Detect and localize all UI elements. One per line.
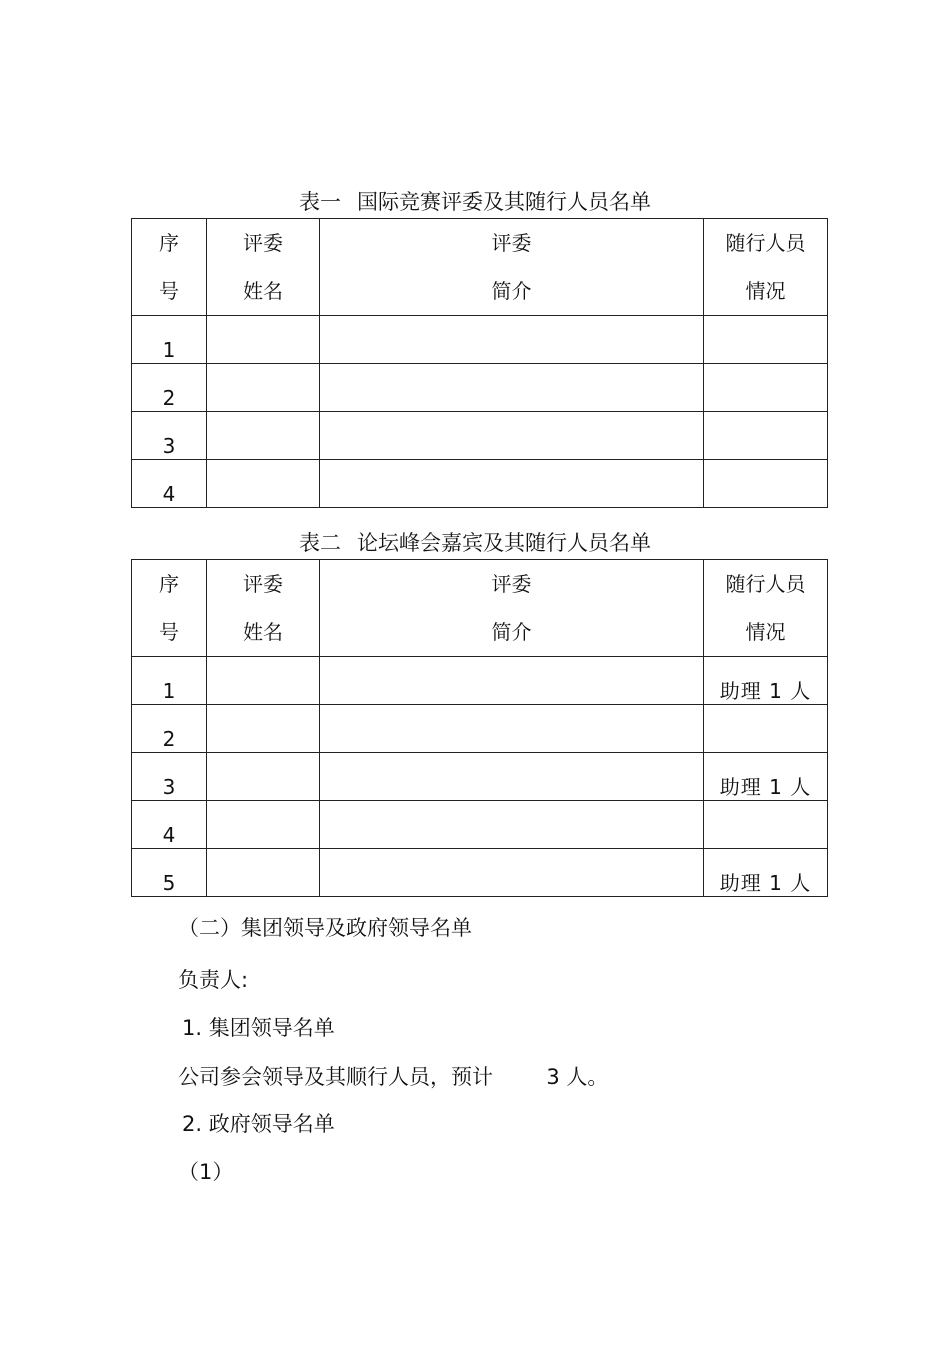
item2-heading: 2. 政府领导名单 bbox=[182, 1112, 335, 1136]
sub-item-1: （1） bbox=[178, 1160, 234, 1184]
row-number: 2 bbox=[162, 727, 176, 751]
table1-caption bbox=[0, 189, 950, 215]
name-cell bbox=[207, 657, 320, 705]
extra-cell bbox=[704, 412, 828, 460]
name-cell bbox=[207, 849, 320, 897]
intro-cell bbox=[320, 412, 704, 460]
intro-cell bbox=[320, 849, 704, 897]
row-number: 3 bbox=[162, 775, 176, 799]
row-number-cell bbox=[132, 316, 207, 364]
table-row bbox=[132, 316, 828, 364]
attendant-info: 助理 1 人 bbox=[719, 871, 812, 895]
table1-header-no: 序 号 bbox=[132, 219, 207, 316]
name-cell bbox=[207, 316, 320, 364]
table1-caption-prefix: 表一 bbox=[299, 190, 341, 214]
row-number: 2 bbox=[162, 386, 176, 410]
extra-cell bbox=[704, 316, 828, 364]
row-number: 4 bbox=[162, 482, 176, 506]
attendant-info: 助理 1 人 bbox=[719, 679, 812, 703]
table2 bbox=[131, 559, 828, 897]
intro-cell bbox=[320, 657, 704, 705]
item1-text: 公司参会领导及其顺行人员，预计 3 人。 bbox=[178, 1065, 609, 1089]
intro-cell bbox=[320, 316, 704, 364]
table1-header-row bbox=[132, 219, 828, 316]
table2-header-name: 评委 姓名 bbox=[207, 560, 320, 657]
row-number: 4 bbox=[162, 823, 176, 847]
row-number-cell bbox=[132, 460, 207, 508]
row-number: 3 bbox=[162, 434, 176, 458]
row-number-cell bbox=[132, 753, 207, 801]
name-cell bbox=[207, 364, 320, 412]
name-cell bbox=[207, 705, 320, 753]
extra-cell bbox=[704, 657, 828, 705]
table2-header-intro: 评委 简介 bbox=[320, 560, 704, 657]
name-cell bbox=[207, 753, 320, 801]
intro-cell bbox=[320, 801, 704, 849]
row-number: 5 bbox=[162, 871, 176, 895]
row-number-cell bbox=[132, 801, 207, 849]
intro-cell bbox=[320, 753, 704, 801]
row-number: 1 bbox=[162, 679, 176, 703]
extra-cell bbox=[704, 753, 828, 801]
table-row bbox=[132, 801, 828, 849]
row-number-cell bbox=[132, 705, 207, 753]
extra-cell bbox=[704, 705, 828, 753]
table2-caption bbox=[0, 530, 950, 556]
row-number-cell bbox=[132, 657, 207, 705]
name-cell bbox=[207, 460, 320, 508]
name-cell bbox=[207, 801, 320, 849]
extra-cell bbox=[704, 849, 828, 897]
extra-cell bbox=[704, 801, 828, 849]
table1-header-extra: 随行人员 情况 bbox=[704, 219, 828, 316]
row-number-cell bbox=[132, 849, 207, 897]
item1-heading: 1. 集团领导名单 bbox=[182, 1016, 335, 1040]
table2-caption-prefix: 表二 bbox=[299, 531, 341, 555]
row-number-cell bbox=[132, 364, 207, 412]
intro-cell bbox=[320, 460, 704, 508]
table-row bbox=[132, 364, 828, 412]
intro-cell bbox=[320, 364, 704, 412]
table-row bbox=[132, 849, 828, 897]
row-number-cell bbox=[132, 412, 207, 460]
table-row bbox=[132, 657, 828, 705]
table1 bbox=[131, 218, 828, 508]
table-row bbox=[132, 705, 828, 753]
name-cell bbox=[207, 412, 320, 460]
table-row bbox=[132, 460, 828, 508]
table1-caption-title: 国际竞赛评委及其随行人员名单 bbox=[357, 190, 651, 214]
table1-header-intro: 评委 简介 bbox=[320, 219, 704, 316]
extra-cell bbox=[704, 460, 828, 508]
table-row bbox=[132, 412, 828, 460]
section-heading: （二）集团领导及政府领导名单 bbox=[178, 916, 472, 940]
table2-caption-title: 论坛峰会嘉宾及其随行人员名单 bbox=[357, 531, 651, 555]
attendant-info: 助理 1 人 bbox=[719, 775, 812, 799]
intro-cell bbox=[320, 705, 704, 753]
table2-header-row bbox=[132, 560, 828, 657]
table1-header-name: 评委 姓名 bbox=[207, 219, 320, 316]
table2-header-no: 序 号 bbox=[132, 560, 207, 657]
responsible-label: 负责人: bbox=[178, 968, 249, 992]
row-number: 1 bbox=[162, 338, 176, 362]
table-row bbox=[132, 753, 828, 801]
extra-cell bbox=[704, 364, 828, 412]
table2-header-extra: 随行人员 情况 bbox=[704, 560, 828, 657]
